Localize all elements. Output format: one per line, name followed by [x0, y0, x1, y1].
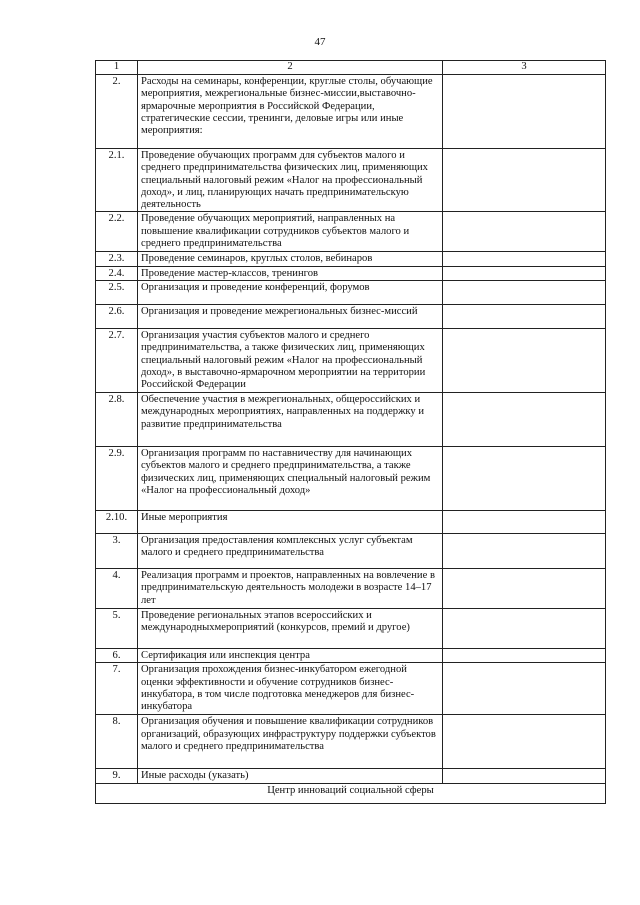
row-number: 5.	[96, 609, 138, 649]
row-number: 7.	[96, 663, 138, 715]
row-description: Обеспечение участия в межрегиональных, общероссийских и международных мероприятиях, направленных на поддержку и развитие предпринимательства	[138, 393, 443, 447]
table-row	[96, 266, 606, 280]
table-row	[96, 569, 606, 609]
table-header-row	[96, 61, 606, 75]
row-value	[443, 511, 606, 534]
table-row	[96, 534, 606, 569]
header-col-1: 1	[96, 61, 138, 75]
row-description: Сертификация или инспекция центра	[138, 649, 443, 663]
row-number: 2.7.	[96, 329, 138, 393]
row-number: 9.	[96, 769, 138, 783]
row-number: 4.	[96, 569, 138, 609]
row-number: 2.3.	[96, 252, 138, 266]
row-description: Иные мероприятия	[138, 511, 443, 534]
row-description: Организация прохождения бизнес-инкубатором ежегодной оценки эффективности и обучение сотрудников бизнес-инкубатора, в том числе подготовка менеджеров для бизнес-инкубатора	[138, 663, 443, 715]
row-value	[443, 715, 606, 769]
table-row	[96, 663, 606, 715]
table-row	[96, 447, 606, 511]
row-value	[443, 329, 606, 393]
row-description: Реализация программ и проектов, направленных на вовлечение в предпринимательскую деятельность молодежи в возрасте 14–17 лет	[138, 569, 443, 609]
row-value	[443, 149, 606, 212]
row-description: Организация программ по наставничеству для начинающих субъектов малого и среднего предпринимательства, а также физических лиц, применяющих специальный налоговый режим «Налог на профессиональный доход»	[138, 447, 443, 511]
row-number: 3.	[96, 534, 138, 569]
table-row	[96, 649, 606, 663]
row-number: 2.4.	[96, 266, 138, 280]
table-row	[96, 609, 606, 649]
table-row	[96, 769, 606, 783]
row-value	[443, 609, 606, 649]
row-description: Проведение мастер-классов, тренингов	[138, 266, 443, 280]
row-number: 2.2.	[96, 212, 138, 252]
table-footer-row	[96, 783, 606, 803]
row-value	[443, 75, 606, 149]
row-value	[443, 769, 606, 783]
row-description: Проведение обучающих мероприятий, направленных на повышение квалификации сотрудников субъектов малого и среднего предпринимательства	[138, 212, 443, 252]
table-row	[96, 212, 606, 252]
table-row	[96, 149, 606, 212]
row-number: 6.	[96, 649, 138, 663]
header-col-2: 2	[138, 61, 443, 75]
row-value	[443, 252, 606, 266]
table-row	[96, 75, 606, 149]
row-value	[443, 393, 606, 447]
row-number: 2.10.	[96, 511, 138, 534]
row-description: Организация и проведение конференций, форумов	[138, 281, 443, 305]
row-value	[443, 663, 606, 715]
row-value	[443, 649, 606, 663]
row-value	[443, 281, 606, 305]
row-value	[443, 305, 606, 329]
row-value	[443, 569, 606, 609]
section-heading: Центр инноваций социальной сферы	[96, 783, 606, 803]
row-description: Организация обучения и повышение квалификации сотрудников организаций, образующих инфраструктуру поддержки субъектов малого и среднего предпринимательства	[138, 715, 443, 769]
row-value	[443, 266, 606, 280]
table-row	[96, 305, 606, 329]
table-row	[96, 329, 606, 393]
row-number: 2.9.	[96, 447, 138, 511]
table-row	[96, 281, 606, 305]
header-col-3: 3	[443, 61, 606, 75]
row-description: Организация предоставления комплексных услуг субъектам малого и среднего предпринимательства	[138, 534, 443, 569]
expense-table	[95, 60, 606, 804]
row-number: 2.5.	[96, 281, 138, 305]
row-description: Организация и проведение межрегиональных бизнес-миссий	[138, 305, 443, 329]
row-number: 2.6.	[96, 305, 138, 329]
table-row	[96, 252, 606, 266]
row-number: 2.8.	[96, 393, 138, 447]
row-number: 2.	[96, 75, 138, 149]
row-description: Организация участия субъектов малого и среднего предпринимательства, а также физических лиц, применяющих специальный налоговый режим «Налог на профессиональный доход», в выставочно-ярмарочном мероприятии на территории Российской Федерации	[138, 329, 443, 393]
table-row	[96, 715, 606, 769]
row-description: Проведение семинаров, круглых столов, вебинаров	[138, 252, 443, 266]
row-description: Расходы на семинары, конференции, круглые столы, обучающие мероприятия, межрегиональные бизнес-миссии,выставочно-ярмарочные мероприятия в Российской Федерации, стратегические сессии, тренинги, деловые игры или иные мероприятия:	[138, 75, 443, 149]
table-row	[96, 393, 606, 447]
row-number: 2.1.	[96, 149, 138, 212]
row-description: Проведение региональных этапов всероссийских и международныхмероприятий (конкурсов, премий и другое)	[138, 609, 443, 649]
row-value	[443, 212, 606, 252]
row-description: Проведение обучающих программ для субъектов малого и среднего предпринимательства физических лиц, применяющих специальный налоговый режим «Налог на профессиональный доход», и лиц, планирующих начать предпринимательскую деятельность	[138, 149, 443, 212]
page-number: 47	[314, 36, 326, 48]
row-value	[443, 534, 606, 569]
row-value	[443, 447, 606, 511]
table-row	[96, 511, 606, 534]
row-number: 8.	[96, 715, 138, 769]
row-description: Иные расходы (указать)	[138, 769, 443, 783]
